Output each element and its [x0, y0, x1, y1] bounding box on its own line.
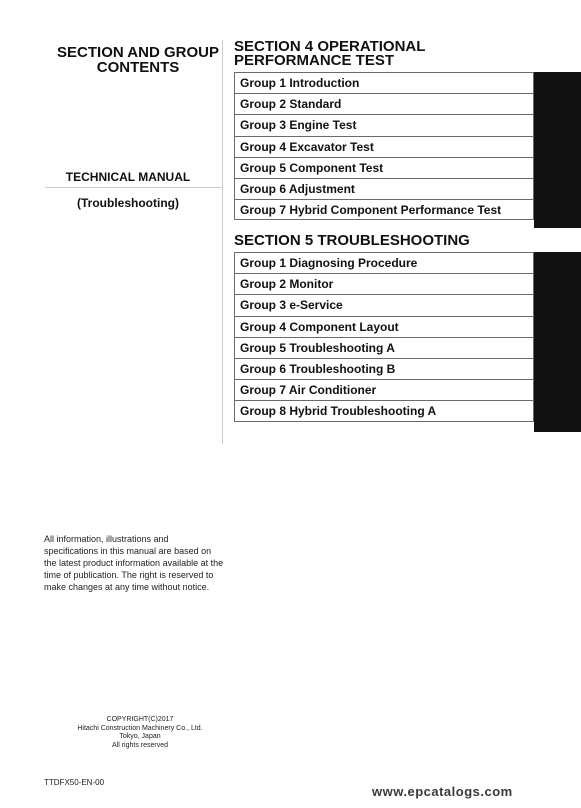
section4-group-list: [234, 72, 534, 220]
section5-group-7-link[interactable]: Group 7 Air Conditioner: [234, 379, 534, 400]
section4-group-6-link[interactable]: Group 6 Adjustment: [234, 178, 534, 199]
contents-title: [44, 45, 232, 75]
contents-title-line2: CONTENTS: [96, 59, 180, 76]
copyright-rights: All rights reserved: [111, 741, 169, 749]
section4-group-5-link[interactable]: Group 5 Component Test: [234, 157, 534, 178]
disclaimer-text: All information, illustrations and specifications in this manual are based on the latest product information available at the time of publication. The right is reserved to make changes at any time without notice.: [44, 534, 224, 592]
section4-group-7-link[interactable]: Group 7 Hybrid Component Performance Test: [234, 199, 534, 220]
section4-heading-line2: PERFORMANCE TEST: [234, 52, 395, 69]
section4-heading-line1: SECTION 4 OPERATIONAL: [234, 38, 426, 55]
manual-type-label: (Troubleshooting): [77, 196, 179, 210]
copyright-location: Tokyo, Japan: [119, 733, 161, 740]
copyright-block: [75, 716, 205, 750]
technical-manual-divider: [45, 187, 223, 188]
section5-group-list: [234, 252, 534, 422]
section5-group-6-link[interactable]: Group 6 Troubleshooting B: [234, 358, 534, 379]
copyright-company: Hitachi Construction Machinery Co., Ltd.: [77, 724, 203, 732]
copyright-line: COPYRIGHT(C)2017: [106, 716, 174, 723]
section5-index-tab[interactable]: [534, 252, 581, 432]
section4-group-1-link[interactable]: Group 1 Introduction: [234, 72, 534, 93]
section4-index-tab[interactable]: [534, 72, 581, 228]
section4-group-3-link[interactable]: Group 3 Engine Test: [234, 114, 534, 135]
section5-group-2-link[interactable]: Group 2 Monitor: [234, 273, 534, 294]
section4-heading: [234, 40, 534, 68]
section5-group-3-link[interactable]: Group 3 e-Service: [234, 294, 534, 315]
column-divider: [222, 40, 223, 444]
watermark-text: www.epcatalogs.com: [372, 784, 513, 799]
section5-group-4-link[interactable]: Group 4 Component Layout: [234, 316, 534, 337]
document-code: TTDFX50-EN-00: [44, 778, 105, 787]
section5-heading: SECTION 5 TROUBLESHOOTING: [234, 232, 470, 249]
section5-group-8-link[interactable]: Group 8 Hybrid Troubleshooting A: [234, 400, 534, 421]
section5-group-1-link[interactable]: Group 1 Diagnosing Procedure: [234, 252, 534, 273]
section4-group-2-link[interactable]: Group 2 Standard: [234, 93, 534, 114]
section4-group-4-link[interactable]: Group 4 Excavator Test: [234, 136, 534, 157]
technical-manual-label: TECHNICAL MANUAL: [65, 170, 191, 184]
section5-group-5-link[interactable]: Group 5 Troubleshooting A: [234, 337, 534, 358]
contents-title-line1: SECTION AND GROUP: [57, 44, 219, 61]
